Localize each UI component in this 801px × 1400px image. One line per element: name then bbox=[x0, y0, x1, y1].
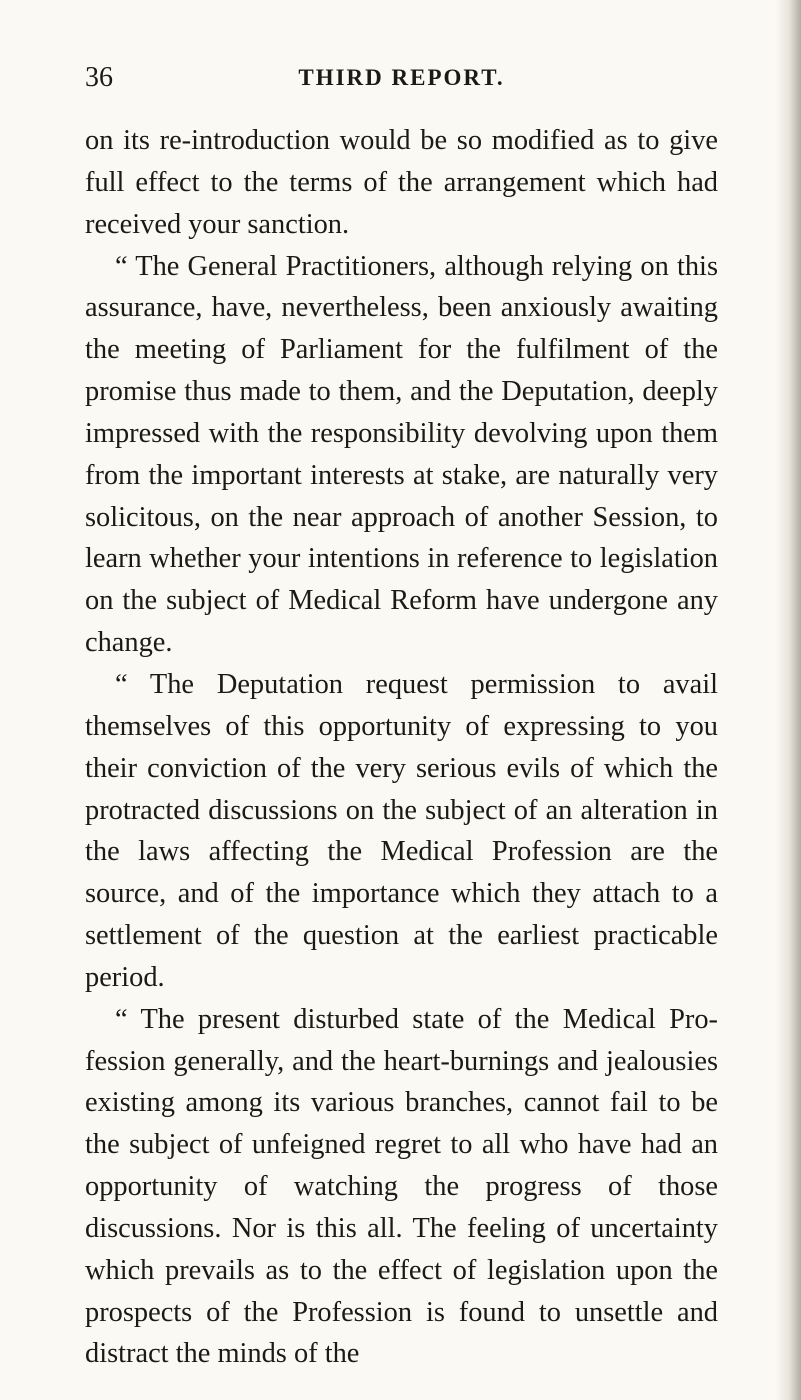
paragraph-continuation: on its re-introduction would be so modified as to give full effect to the terms of the arrangement which had received your sanction. bbox=[85, 125, 718, 240]
paragraph-deputation-request: “ The Deputation request permission to avail themselves of this opportunity of expressing to you their conviction of the very serious evils of which the protracted discussions on the subject of an alteration in the laws affecting the Medical Profession are the source, and of the importance which they attach to a settlement of the question at the earliest practicable period. bbox=[85, 668, 718, 993]
page-header bbox=[85, 58, 718, 98]
paragraph-general-practitioners: “ The General Practitioners, although relying on this assurance, have, nevertheless, been anxiously awaiting the meeting of Parliament for the fulfilment of the promise thus made to them, and the Deputation, deeply impressed with the responsibility devolving upon them from the important interests at stake, are naturally very solicitous, on the near approach of another Session, to learn whether your intentions in reference to legislation on the subject of Medical Reform have undergone any change. bbox=[85, 250, 718, 659]
page-edge-shadow bbox=[775, 0, 801, 1400]
page-number: 36 bbox=[85, 62, 113, 93]
running-title: THIRD REPORT. bbox=[298, 65, 505, 90]
body-text bbox=[85, 120, 718, 1375]
paragraph-disturbed-state: “ The present disturbed state of the Medical Profession generally, and the heart-burnings and jealousies existing among its various branches, cannot fail to be the subject of unfeigned regret to all who have had an opportunity of watching the progress of those discussions. Nor is this all. The feeling of uncertainty which prevails as to the effect of legislation upon the prospects of the Profession is found to unsettle and distract the minds of the bbox=[85, 1003, 718, 1370]
